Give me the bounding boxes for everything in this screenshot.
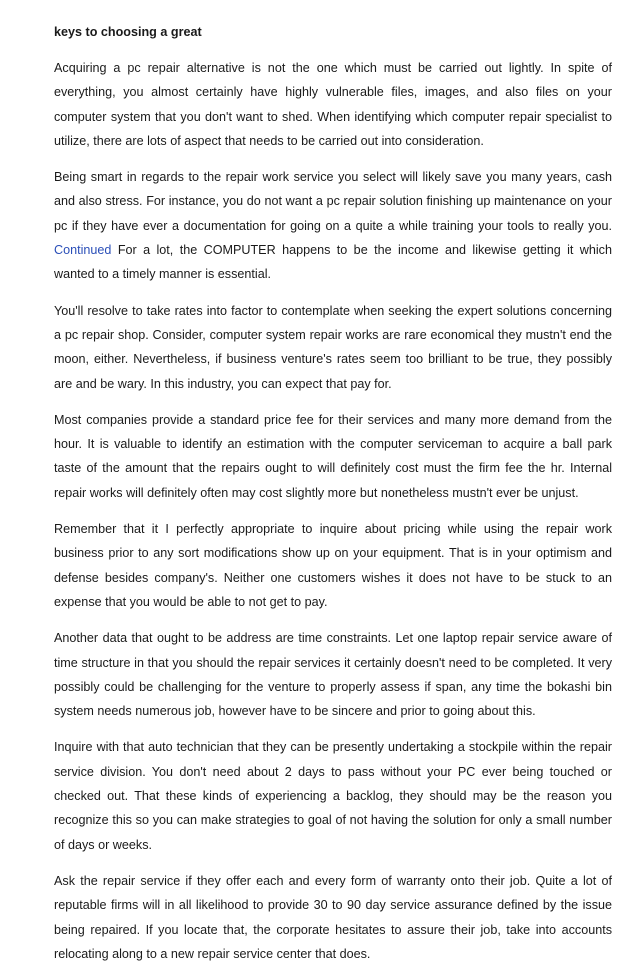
paragraph-2	[54, 165, 612, 286]
document-title: keys to choosing a great	[54, 25, 202, 39]
paragraph-8: Ask the repair service if they offer each and every form of warranty onto their job. Quite a lot of reputable firms will in all likelihood to provide 30 to 90 day service assurance defined by the issue being repaired. If you locate that, the corporate hesitates to assure their job, take into accounts relocating along to a new repair service center that does.	[54, 873, 612, 961]
paragraph-3: You'll resolve to take rates into factor to contemplate when seeking the expert solutions concerning a pc repair shop. Consider, computer system repair works are rare economical they mustn't end the moon, either. Nevertheless, if business venture's rates seem too brilliant to be true, they possibly are and be wary. In this industry, you can expect that pay for.	[54, 303, 612, 391]
paragraph-2-before: Being smart in regards to the repair work service you select will likely save you many years, cash and also stress. For instance, you do not want a pc repair solution finishing up maintenance on your pc if they have ever a documentation for going on a quite a while training your tools to really you.	[54, 170, 612, 233]
paragraph-6: Another data that ought to be address are time constraints. Let one laptop repair service aware of time structure in that you should the repair services it certainly doesn't need to be completed. It very possibly could be challenging for the venture to properly assess if span, any time the bokashi bin system needs numerous job, however have to be sincere and prior to going about this.	[54, 631, 612, 719]
paragraph-4: Most companies provide a standard price fee for their services and many more demand from the hour. It is valuable to identify an estimation with the computer serviceman to acquire a ball park taste of the amount that the repairs ought to will definitely cost must the firm fee the hr. Internal repair works will definitely often may cost slightly more but nonetheless mustn't ever be unjust.	[54, 412, 612, 500]
paragraph-2-after: For a lot, the COMPUTER happens to be the income and likewise getting it which wanted to a timely manner is essential.	[54, 243, 612, 282]
paragraph-7: Inquire with that auto technician that they can be presently undertaking a stockpile within the repair service division. You don't need about 2 days to pass without your PC ever being touched or checked out. That these kinds of experiencing a backlog, they should may be the reason you recognize this so you can make strategies to goal of not having the solution for only a small number of days or weeks.	[54, 740, 612, 852]
continued-link[interactable]: Continued	[54, 243, 112, 258]
paragraph-5: Remember that it I perfectly appropriate to inquire about pricing while using the repair work business prior to any sort modifications show up on your equipment. That is in your optimism and defense besides company's. Neither one customers wishes it does not have to be stuck to an expense that you would be able to not get to pay.	[54, 522, 612, 609]
paragraph-1: Acquiring a pc repair alternative is not the one which must be carried out lightly. In spite of everything, you almost certainly have highly vulnerable files, images, and also files on your computer system that you don't want to shed. When identifying which computer repair specialist to utilize, there are lots of aspect that needs to be carried out into consideration.	[54, 61, 612, 148]
document-page	[54, 20, 612, 978]
